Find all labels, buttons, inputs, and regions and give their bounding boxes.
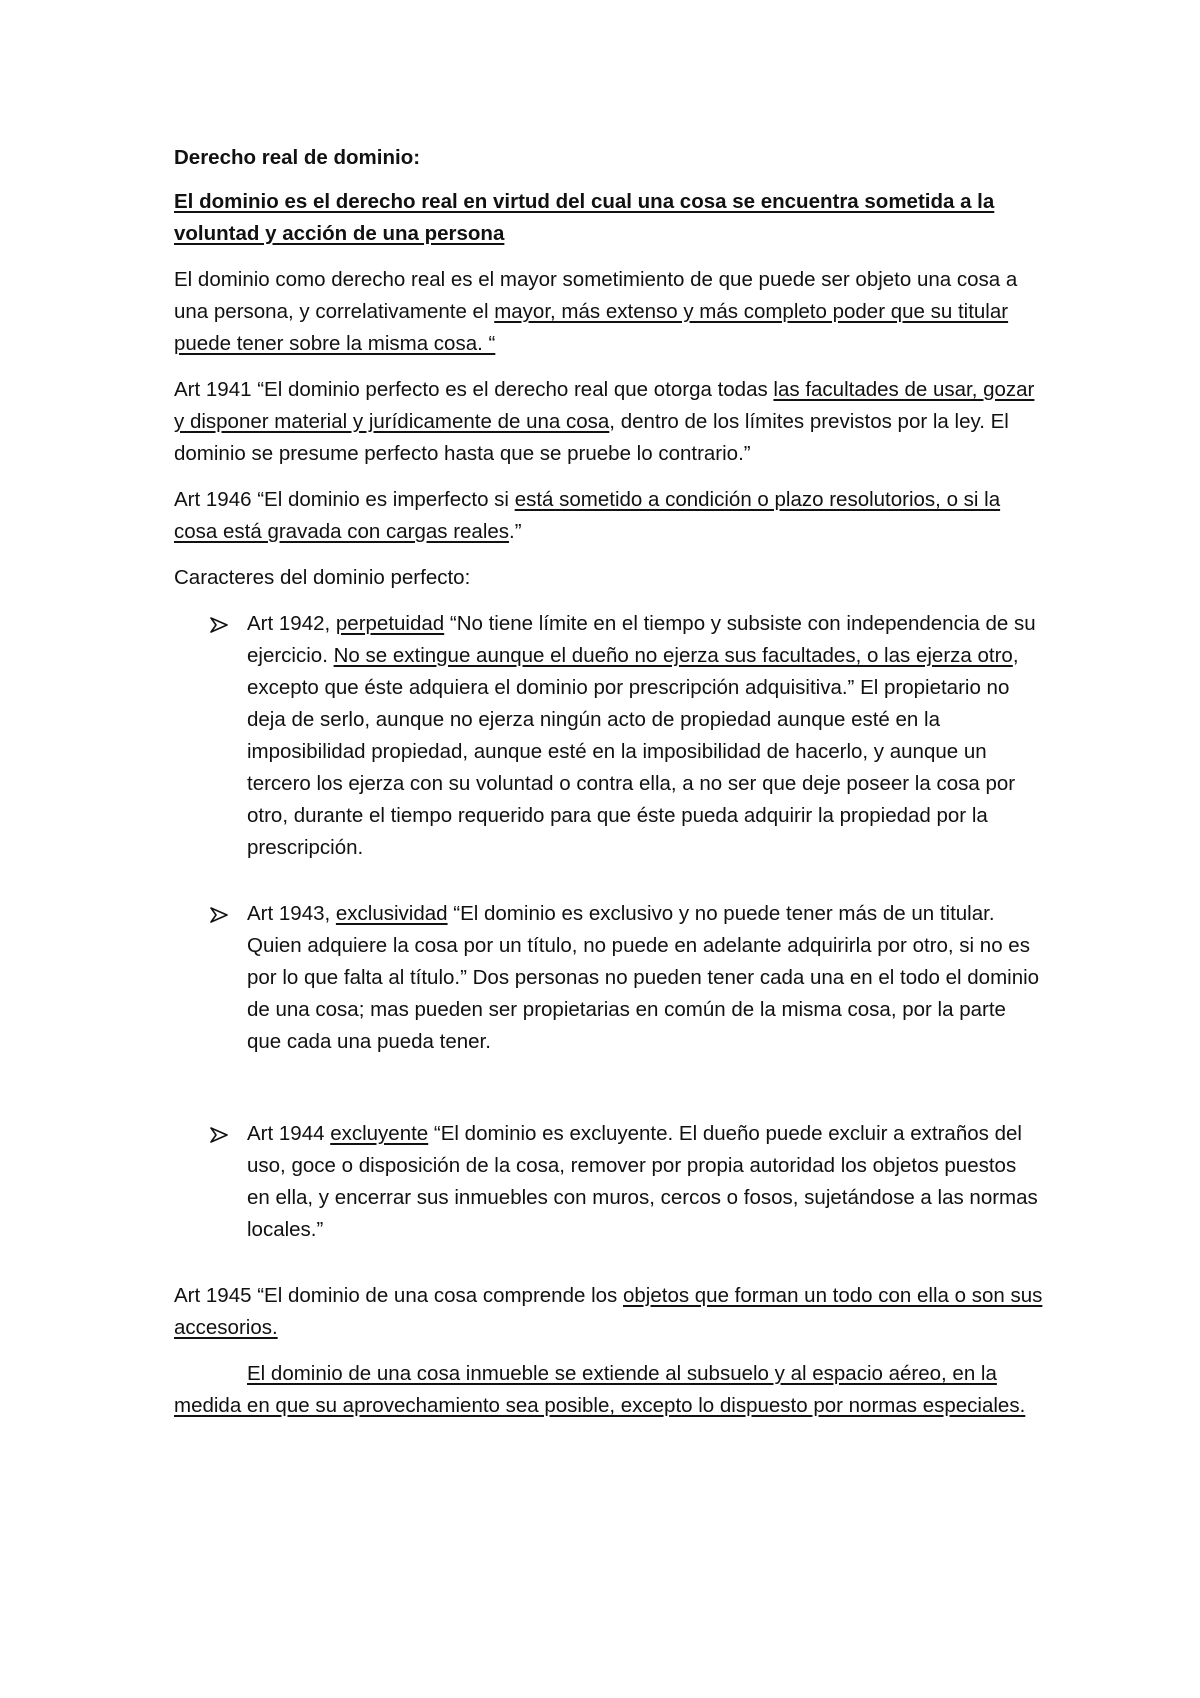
paragraph-art-1945 (174, 1280, 1044, 1344)
underlined-text: perpetuidad (335, 612, 445, 635)
underlined-text: objetos que forman un todo con ella o son sus accesorios. (174, 1284, 1043, 1339)
arrow-bullet-icon (210, 617, 228, 633)
paragraph-mayor-sometimiento (174, 264, 1044, 360)
text-run: El dominio como derecho real es el mayor sometimiento de que puede ser objeto una cosa a una persona, y correlativamente el (174, 268, 1018, 323)
list-item-art-1943 (174, 898, 1044, 1058)
list-item-art-1942 (174, 608, 1044, 864)
text-run: Art 1945 “El dominio de una cosa comprende los (174, 1284, 623, 1307)
paragraph-art-1941 (174, 374, 1044, 470)
underlined-text: No se extingue aunque el dueño no ejerza sus facultades, o las ejerza otro (333, 644, 1013, 667)
arrow-bullet-icon (210, 907, 228, 923)
caracteres-list (174, 608, 1044, 1246)
list-item-art-1944 (174, 1118, 1044, 1246)
text-run: “El dominio es exclusivo y no puede tener más de un titular. Quien adquiere la cosa por un título, no puede en adelante adquirirla por otro, si no es por lo que falta al título.” Dos personas no pueden tener cada una en el todo el dominio de una cosa; mas pueden ser propietarias en común de la misma cosa, por la parte que cada una pueda tener. (247, 902, 1040, 1053)
text-run: Art 1941 “El dominio perfecto es el derecho real que otorga todas (174, 378, 774, 401)
underlined-text: excluyente (330, 1122, 429, 1145)
underlined-text: mayor, más extenso y más completo poder que su titular puede tener sobre la misma cosa. “ (174, 300, 1009, 355)
text-run: Art 1944 (247, 1122, 331, 1145)
text-run: , dentro de los límites previstos por la ley. El dominio se presume perfecto hasta que se pruebe lo contrario.” (174, 410, 1009, 465)
document-title: Derecho real de dominio: (174, 146, 421, 169)
text-run: .” (509, 520, 522, 543)
underlined-text: está sometido a condición o plazo resolutorios, o si la cosa está gravada con cargas reales (174, 488, 1001, 543)
arrow-bullet-icon (210, 1127, 228, 1143)
definition-paragraph: El dominio es el derecho real en virtud del cual una cosa se encuentra sometida a la voluntad y acción de una persona (174, 190, 995, 245)
text-run: “El dominio es excluyente. El dueño puede excluir a extraños del uso, goce o disposición de la cosa, remover por propia autoridad los objetos puestos en ella, y encerrar sus inmuebles con muros, cercos o fosos, sujetándose a las normas locales.” (247, 1122, 1038, 1241)
text-run: “No tiene límite en el tiempo y subsiste con independencia de su ejercicio. (247, 612, 1036, 667)
paragraph-art-1946 (174, 484, 1044, 548)
document-page (174, 142, 1044, 1436)
text-run: , excepto que éste adquiera el dominio por prescripción adquisitiva.” El propietario no deja de serlo, aunque no ejerza ningún acto de propiedad aunque esté en la imposibilidad propiedad, aunque esté en la imposibilidad de hacerlo, y aunque un tercero los ejerza con su voluntad o contra ella, a no ser que deje poseer la cosa por otro, durante el tiempo requerido para que éste pueda adquirir la propiedad por la prescripción. (247, 644, 1019, 859)
text-run: Art 1943, (247, 902, 336, 925)
caracteres-heading: Caracteres del dominio perfecto: (174, 566, 471, 589)
underlined-text: las facultades de usar, gozar y disponer material y jurídicamente de una cosa (174, 378, 1035, 433)
text-run: Art 1946 “El dominio es imperfecto si (174, 488, 515, 511)
text-run: Art 1942, (247, 612, 336, 635)
underlined-text: exclusividad (335, 902, 448, 925)
paragraph-inmueble: El dominio de una cosa inmueble se extiende al subsuelo y al espacio aéreo, en la medida en que su aprovechamiento sea posible, excepto lo dispuesto por normas especiales. (174, 1362, 1026, 1417)
